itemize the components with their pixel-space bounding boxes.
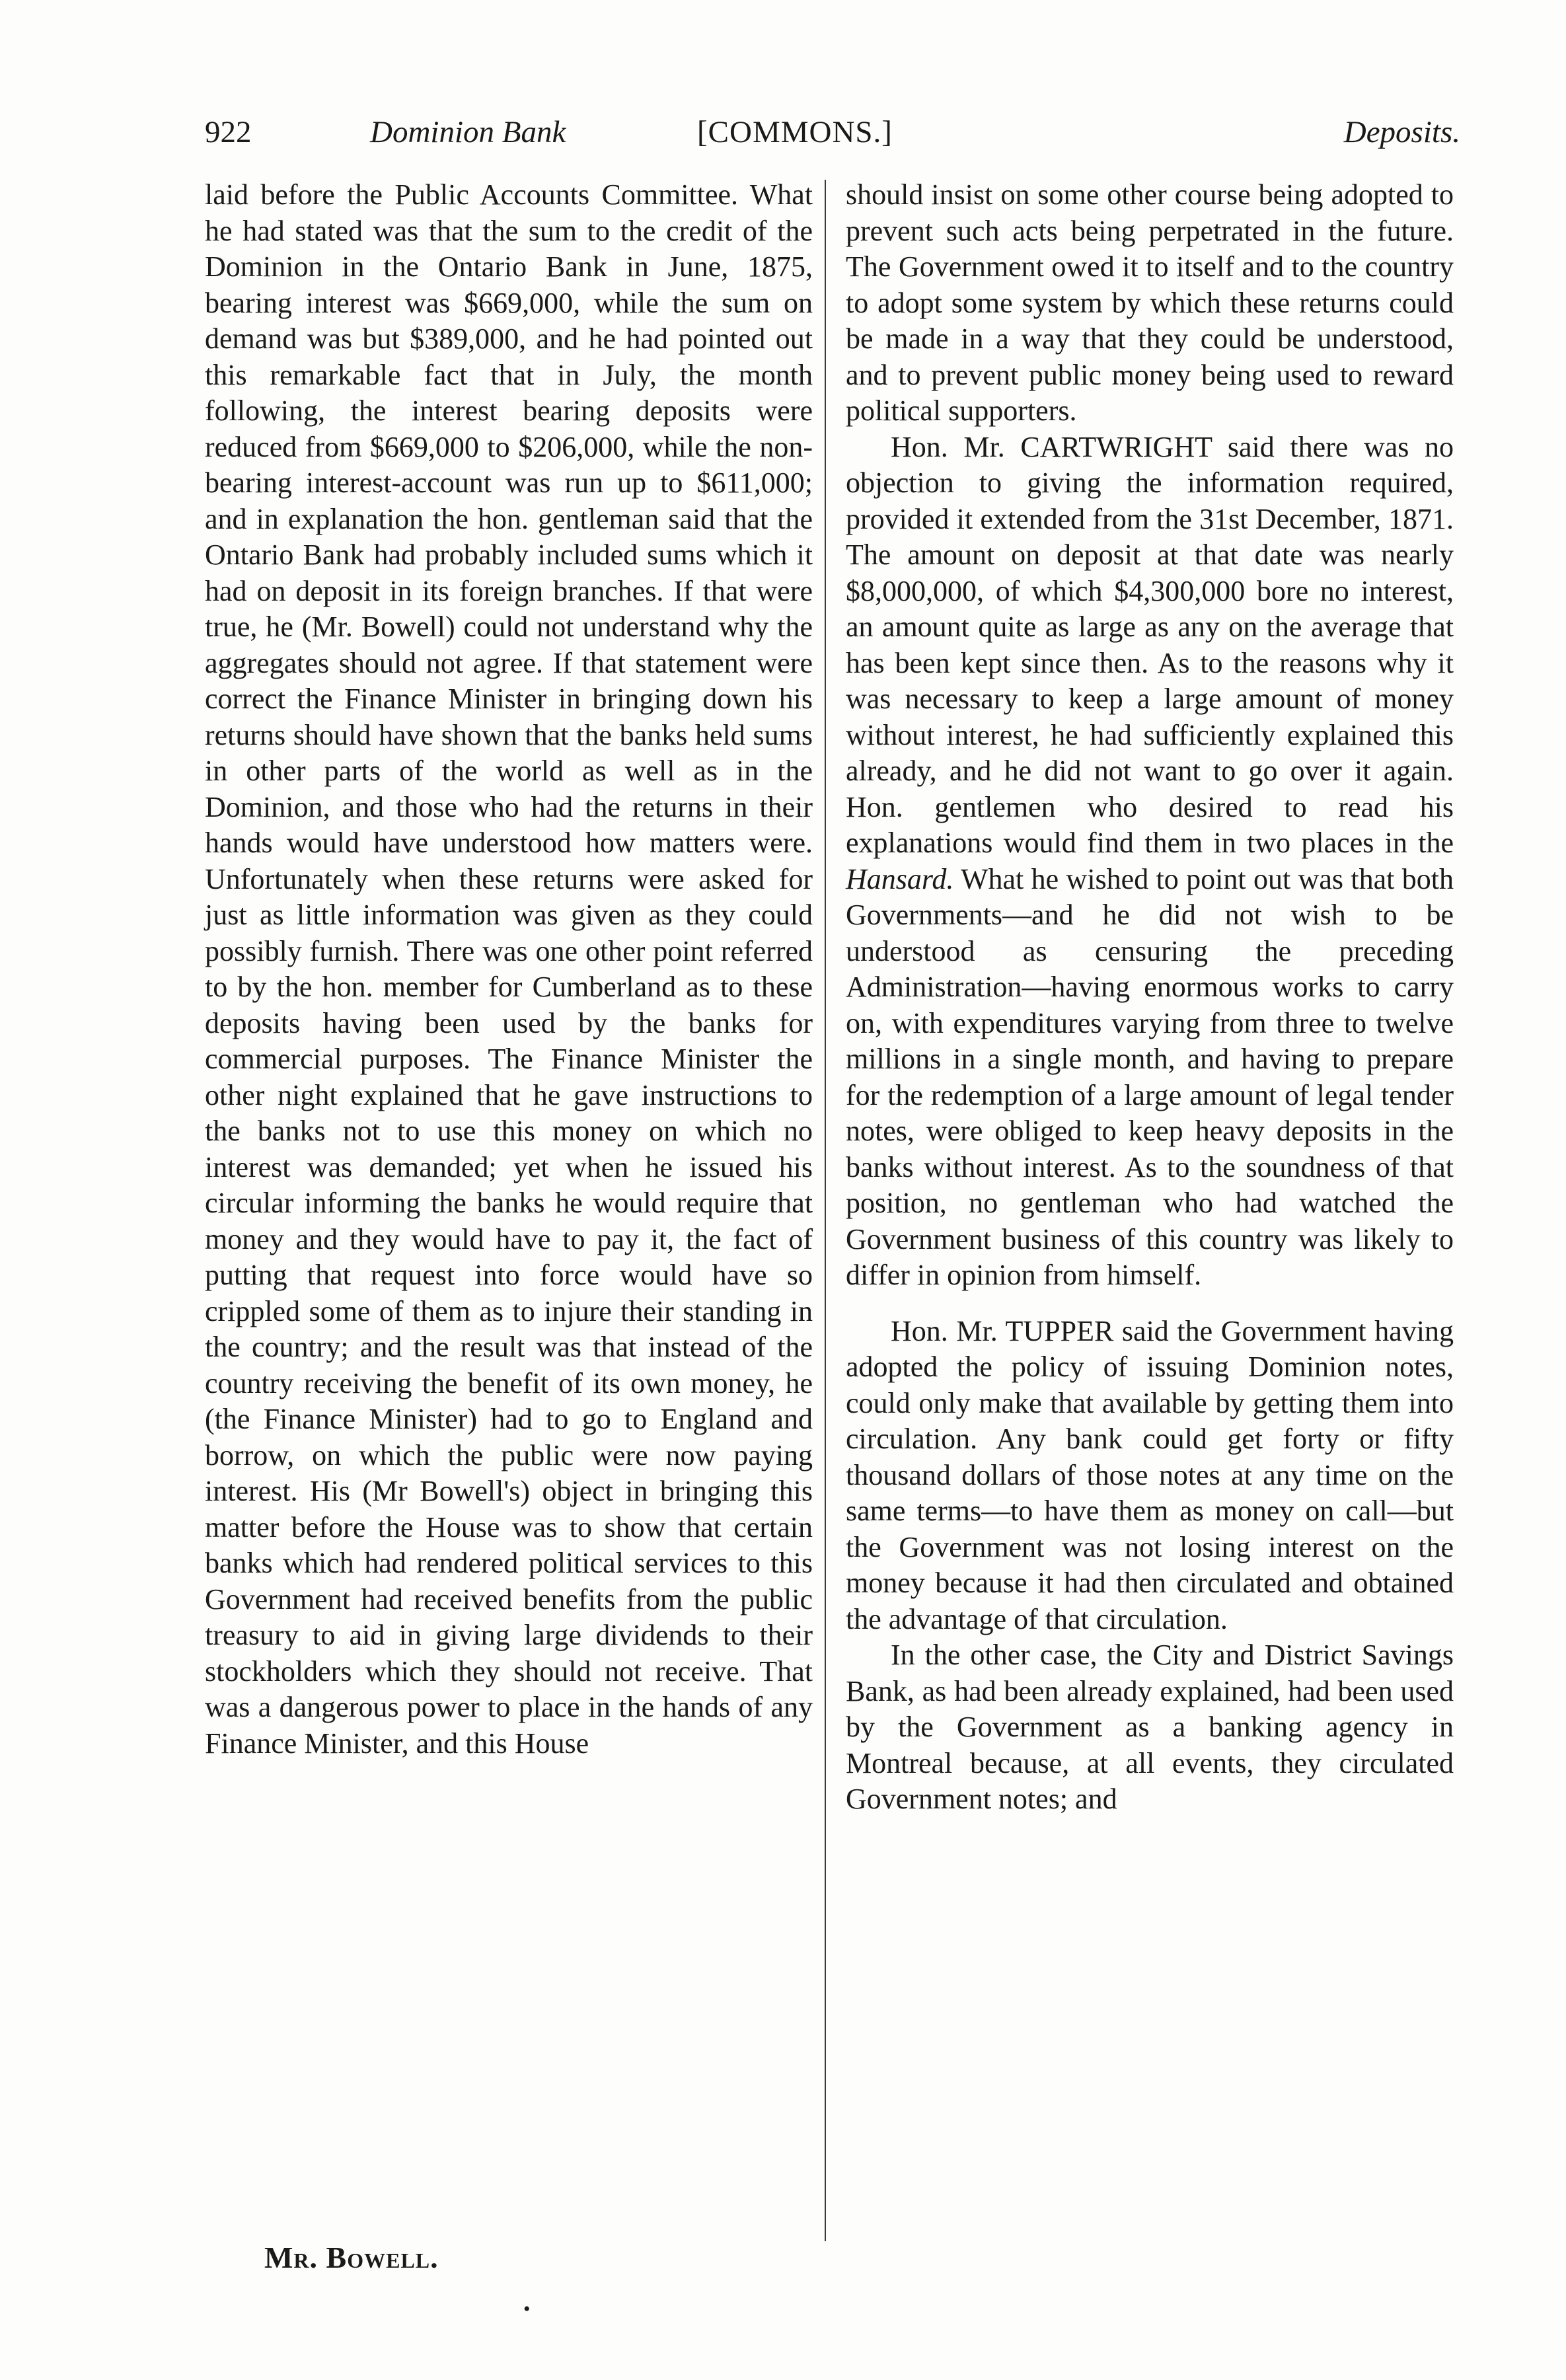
cartwright-text-b: What he wished to point out was that both Governments—and he did not wish to be understood as censuring the preceding Administration—having enormous works to carry on, with expenditures varying from three to twelve millions in a single month, and having to prepare for the redemption of a large amount of legal tender notes, were obliged to keep heavy deposits in the banks without interest. As to the soundness of that position, no gentleman who had watched the Government business of this country was likely to differ in opinion from himself. xyxy=(846,862,1454,1291)
cartwright-text-a: Hon. Mr. CARTWRIGHT said there was no objection to giving the information required, provided it extended from the 31st December, 1871. The amount on deposit at that date was nearly $8,000,000, of which $4,300,000 bore no interest, an amount quite as large as any on the average that has been kept since then. As to the reasons why it was necessary to keep a large amount of money without interest, he had sufficiently explained this already, and he did not want to go over it again. Hon. gentlemen who desired to read his explanations would find them in two places in the xyxy=(846,430,1454,859)
right-paragraph-cartwright xyxy=(846,429,1454,1294)
running-subject: Dominion Bank xyxy=(370,115,566,149)
hansard-reference: Hansard. xyxy=(846,862,954,895)
right-paragraph-savings-bank: In the other case, the City and District Savings Bank, as had been already explained, had been used by the Government as a banking agency in Montreal because, at all events, they circulated Government notes; and xyxy=(846,1639,1454,1815)
column-divider xyxy=(825,180,826,2241)
left-column xyxy=(205,177,813,1762)
running-topic: Deposits. xyxy=(1343,115,1460,149)
right-paragraph-1: should insist on some other course being adopted to prevent such acts being perpetrated in the future. The Government owed it to itself and to the country to adopt some system by which these returns could be made in a way that they could be understood, and to prevent public money being used to reward political supporters. xyxy=(846,178,1454,427)
right-column xyxy=(846,177,1454,1818)
page-number: 922 xyxy=(205,115,252,149)
running-house: [COMMONS.] xyxy=(697,115,893,149)
right-paragraph-tupper: Hon. Mr. TUPPER said the Government having adopted the policy of issuing Dominion notes, could only make that available by getting them into circulation. Any bank could get forty or fifty thousand dollars of those notes at any time on the same terms—to have them as money on call—but the Government was not losing interest on the money because it had then circulated and obtained the advantage of that circulation. xyxy=(846,1314,1454,1635)
running-head xyxy=(205,106,1460,159)
footer-mark: • xyxy=(523,2298,531,2320)
footer-speaker: Mr. Bowell. xyxy=(264,2241,439,2274)
left-paragraph-1: laid before the Public Accounts Committee. What he had stated was that the sum to the credit of the Dominion in the Ontario Bank in June, 1875, bearing interest was $669,000, while the sum on demand was but $389,000, and he had pointed out this remarkable fact that in July, the month following, the interest bearing deposits were reduced from $669,000 to $206,000, while the non-bearing interest-account was run up to $611,000; and in explanation the hon. gentleman said that the Ontario Bank had probably included sums which it had on deposit in its foreign branches. If that were true, he (Mr. Bowell) could not understand why the aggregates should not agree. If that statement were correct the Finance Minister in bringing down his returns should have shown that the banks held sums in other parts of the world as well as in the Dominion, and those who had the returns in their hands would have understood how matters were. Unfortunately when these returns were asked for just as little information was given as they could possibly furnish. There was one other point referred to by the hon. member for Cumberland as to these deposits having been used by the banks for commercial purposes. The Finance Minister the other night explained that he gave instructions to the banks not to use this money on which no interest was demanded; yet when he issued his circular informing the banks he would require that money and they would have to pay it, the fact of putting that request into force would have so crippled some of them as to injure their standing in the country; and the result was that instead of the country receiving the benefit of its own money, he (the Finance Minister) had to go to England and borrow, on which the public were now paying interest. His (Mr Bowell's) object in bringing this matter before the House was to show that certain banks which had rendered political services to this Government had received benefits from the public treasury to aid in giving large dividends to their stockholders which they should not receive. That was a dangerous power to place in the hands of any Finance Minister, and this House xyxy=(205,178,813,1760)
